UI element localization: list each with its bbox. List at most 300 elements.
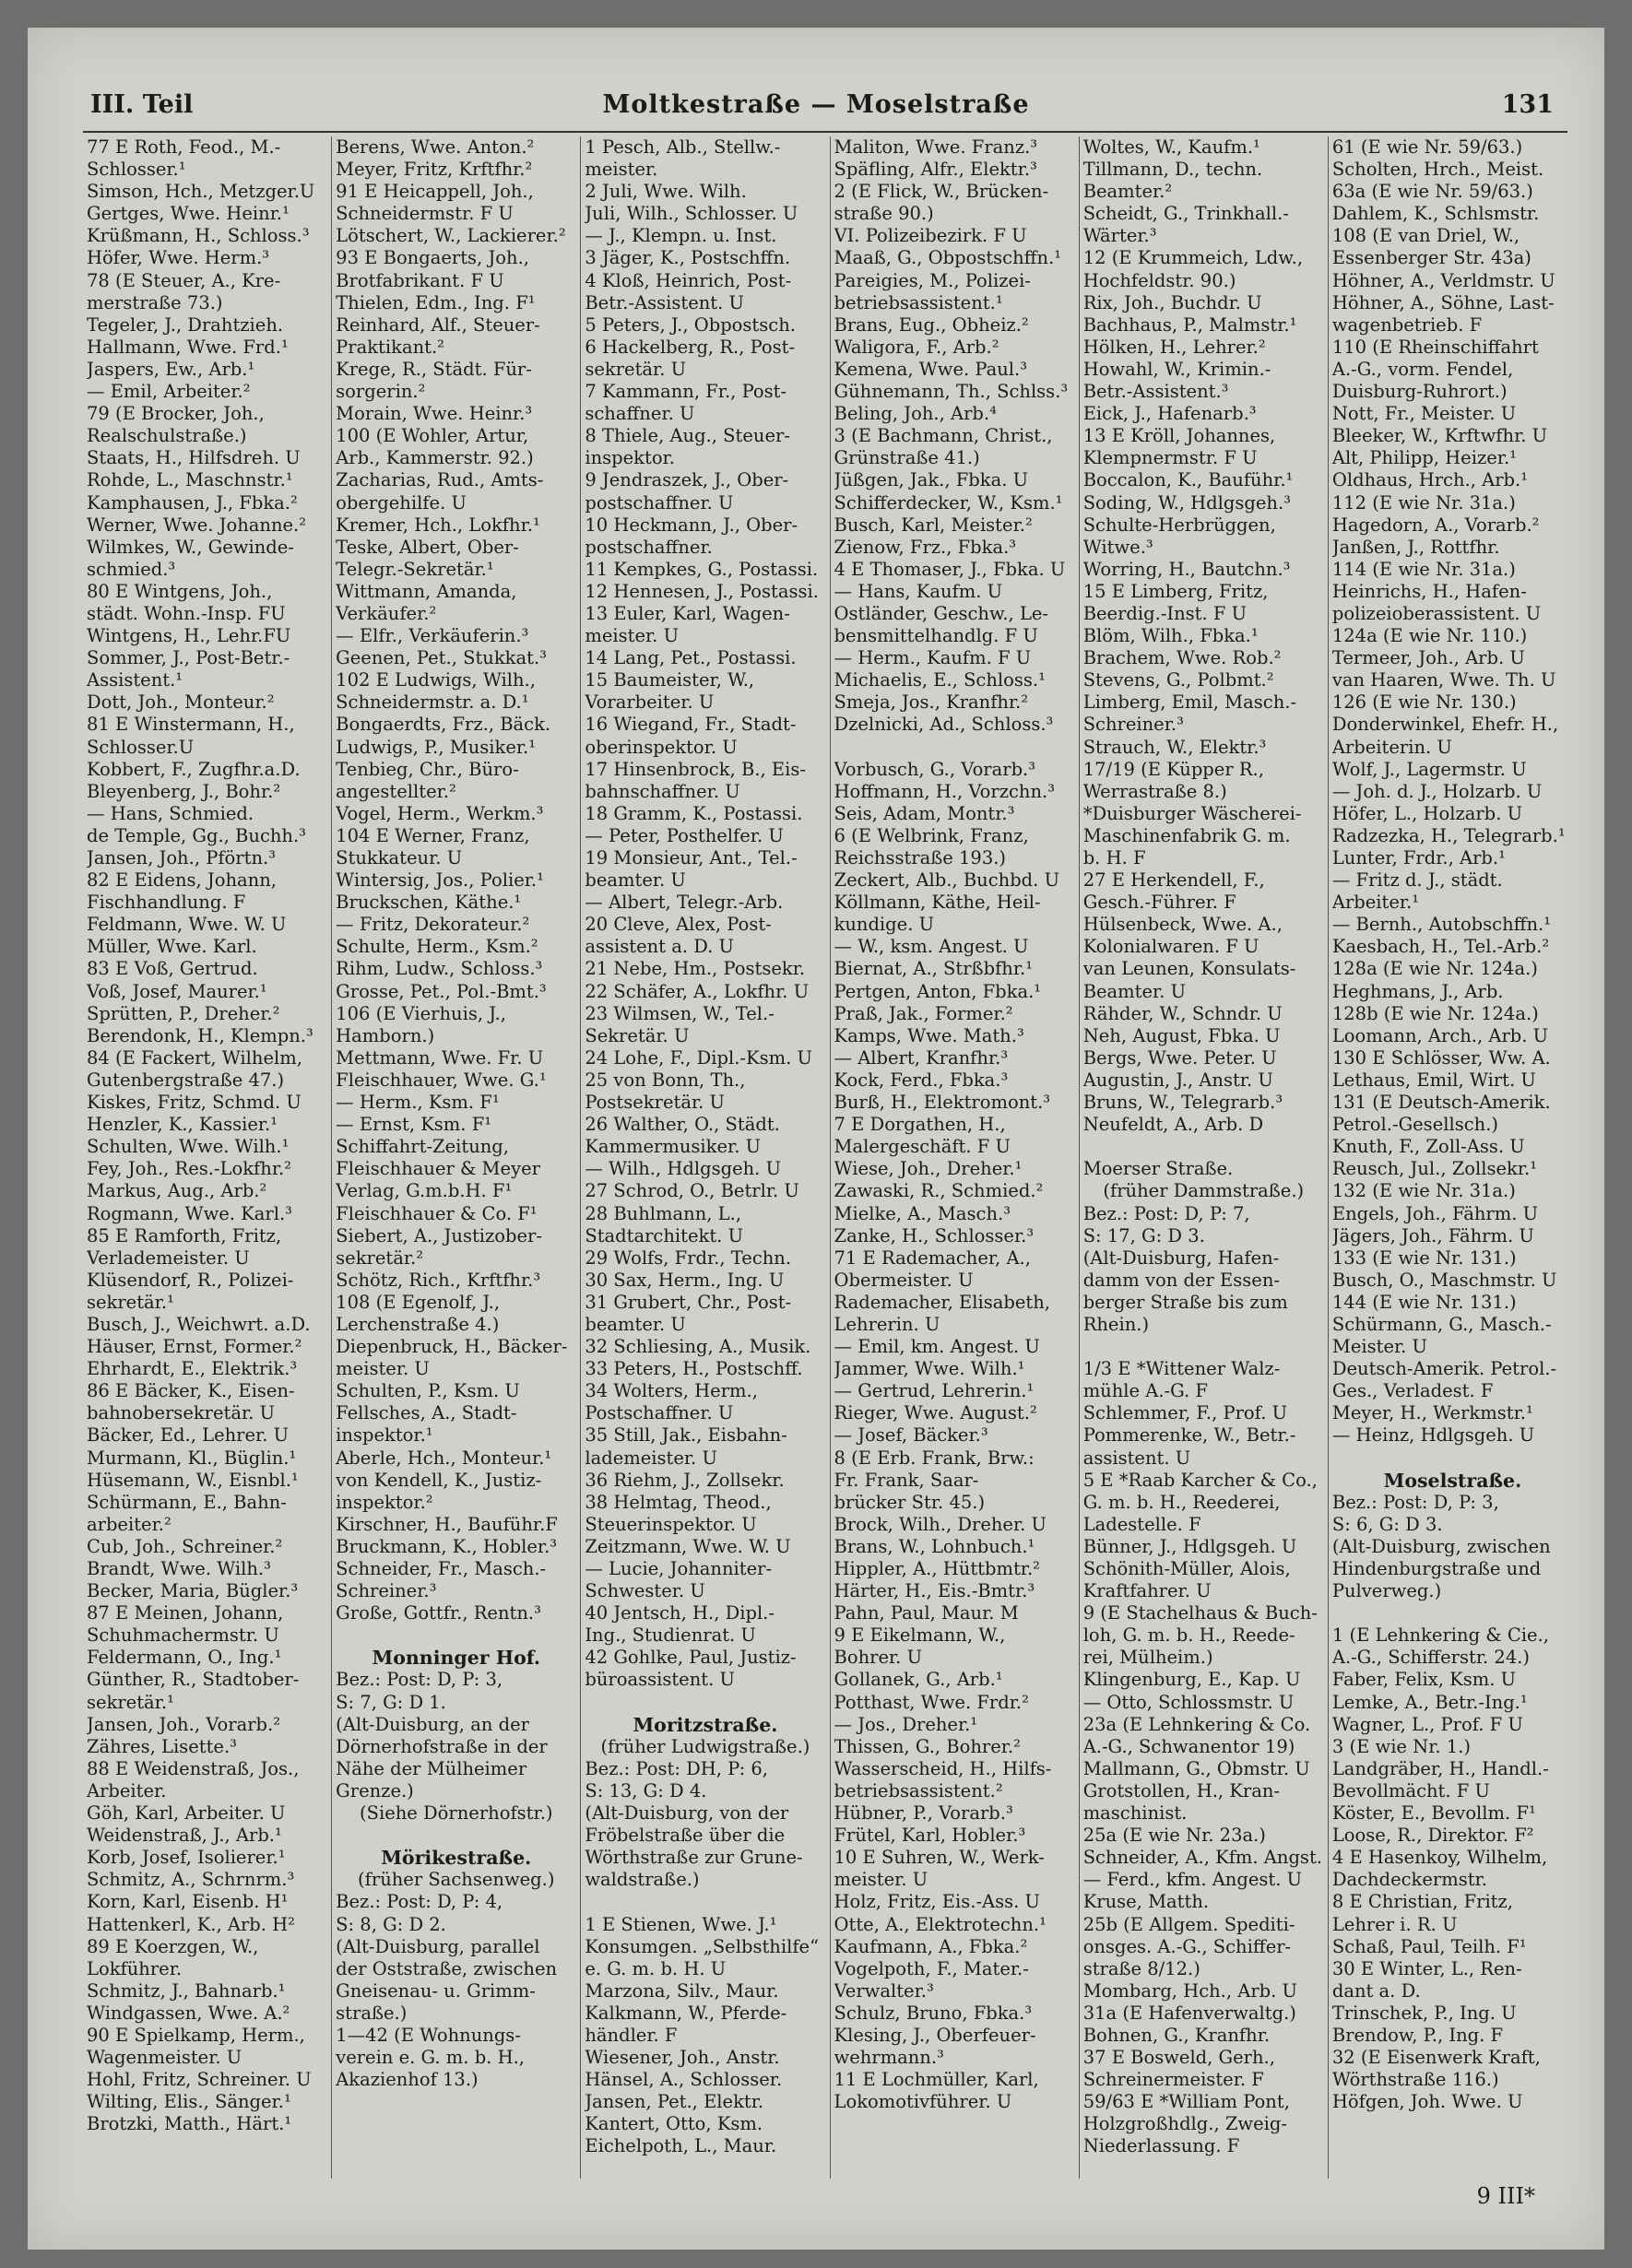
entry-line: Dachdeckermstr.	[1331, 1869, 1487, 1891]
entry-line: A.-G., Schwanentor 19)	[1082, 1735, 1295, 1757]
entry-line: Schulte, Herm., Ksm.²	[336, 936, 538, 958]
entry-line: damm von der Essen-	[1082, 1269, 1280, 1291]
entry-line: Schuhmachermstr. U	[87, 1624, 279, 1647]
entry-line: sekretär.¹	[87, 1291, 174, 1313]
entry-line: Bez.: Post: D, P: 3,	[336, 1669, 503, 1691]
entry-line: Loomann, Arch., Arb. U	[1331, 1024, 1549, 1046]
entry-line: Augustin, J., Anstr. U	[1082, 1069, 1273, 1091]
entry-line: Maaß, G., Obpostschffn.¹	[834, 247, 1062, 269]
entry-line: A.-G., vorm. Fendel,	[1331, 358, 1514, 380]
entry-line: (früher Ludwigstraße.)	[600, 1735, 810, 1757]
entry-line: Lunter, Frdr., Arb.¹	[1331, 847, 1506, 868]
entry-line: 10 E Suhren, W., Werk-	[834, 1847, 1045, 1869]
entry-line: Pommerenke, W., Betr.-	[1082, 1424, 1296, 1447]
entry-line: Boccalon, K., Bauführ.¹	[1082, 469, 1294, 491]
entry-line: 63a (E wie Nr. 59/63.)	[1331, 181, 1533, 203]
entry-line: 35 Still, Jak., Eisbahn-	[585, 1424, 787, 1447]
entry-line: Holz, Fritz, Eis.-Ass. U	[834, 1891, 1040, 1913]
entry-line: sekretär.²	[336, 1246, 424, 1269]
street-range-title: Moltkestraße — Moselstraße	[602, 90, 1030, 119]
entry-line: Wagenmeister. U	[87, 2047, 242, 2069]
entry-line: Klingenburg, E., Kap. U	[1082, 1669, 1301, 1691]
entry-line: Schiffahrt-Zeitung,	[336, 1136, 509, 1158]
entry-line: Schreiner.³	[336, 1580, 437, 1602]
entry-line: Eick, J., Hafenarb.³	[1082, 403, 1257, 425]
entry-line: (Alt-Duisburg, an der	[336, 1713, 529, 1735]
entry-line: rei, Mülheim.)	[1082, 1647, 1213, 1669]
entry-line: Beling, Joh., Arb.⁴	[834, 403, 997, 425]
entry-line: Bez.: Post: D, P: 7,	[1082, 1202, 1250, 1224]
entry-line: 17 Hinsenbrock, B., Eis-	[585, 758, 806, 780]
entry-line: 1 E Stienen, Wwe. J.¹	[585, 1913, 777, 1935]
entry-line: Verkäufer.²	[336, 602, 437, 624]
entry-line: Mielke, A., Masch.³	[834, 1202, 1011, 1224]
entry-line: Lemke, A., Betr.-Ing.¹	[1331, 1691, 1528, 1713]
entry-line: Kamphausen, J., Fbka.²	[87, 491, 298, 514]
entry-line: — Hans, Schmied.	[87, 802, 254, 824]
entry-line: Praß, Jak., Former.²	[834, 1002, 1013, 1024]
entry-line: schmied.³	[87, 558, 176, 580]
entry-line: Faber, Felix, Ksm. U	[1331, 1669, 1517, 1691]
entry-line: Kalkmann, W., Pferde-	[585, 2002, 787, 2024]
entry-line: Zawaski, R., Schmied.²	[834, 1180, 1044, 1202]
entry-line: Brachem, Wwe. Rob.²	[1082, 647, 1282, 669]
entry-line: Brandt, Wwe. Wilh.³	[87, 1558, 271, 1579]
entry-line: Werner, Wwe. Johanne.²	[87, 514, 307, 536]
entry-line: obergehilfe. U	[336, 491, 467, 514]
entry-line: 26 Walther, O., Städt.	[585, 1114, 780, 1136]
entry-line: Wörthstraße 116.)	[1331, 2069, 1499, 2091]
entry-line: Dahlem, K., Schlsmstr.	[1331, 203, 1540, 225]
entry-line: 23a (E Lehnkering & Co.	[1082, 1713, 1311, 1735]
entry-line: Meyer, H., Werkmstr.¹	[1331, 1402, 1533, 1424]
entry-line: Rix, Joh., Buchdr. U	[1082, 291, 1262, 313]
entry-line: Reusch, Jul., Zollsekr.¹	[1331, 1158, 1538, 1180]
entry-line: Steuerinspektor. U	[585, 1513, 757, 1535]
entry-line: Simson, Hch., Metzger.U	[87, 181, 315, 203]
entry-line: — W., ksm. Angest. U	[834, 936, 1029, 958]
entry-line: Stevens, G., Polbmt.²	[1082, 669, 1274, 691]
entry-line: Ladestelle. F	[1082, 1513, 1201, 1535]
entry-line: Gollanek, G., Arb.¹	[834, 1669, 1003, 1691]
entry-line: 14 Lang, Pet., Postassi.	[585, 647, 797, 669]
entry-line: 144 (E wie Nr. 131.)	[1331, 1291, 1517, 1313]
entry-line	[336, 1825, 576, 1847]
entry-line: — Hans, Kaufm. U	[834, 580, 1003, 602]
entry-line: Arb., Kammerstr. 92.)	[336, 447, 534, 469]
street-heading: Moritzstraße.	[633, 1713, 778, 1736]
entry-line: Schürmann, G., Masch.-	[1331, 1313, 1552, 1335]
entry-line: — Herm., Ksm. F¹	[336, 1092, 500, 1114]
entry-line: 124a (E wie Nr. 110.)	[1331, 625, 1528, 647]
entry-line: Hüsemann, W., Eisnbl.¹	[87, 1469, 299, 1491]
entry-line: 12 (E Krummeich, Ldw.,	[1082, 247, 1304, 269]
entry-line: Wilmkes, W., Gewinde-	[87, 536, 294, 558]
entry-line: 83 E Voß, Gertrud.	[87, 958, 258, 980]
entry-line: Verwalter.³	[834, 1979, 934, 2002]
entry-line: Schulz, Bruno, Fbka.³	[834, 2002, 1033, 2024]
section-label: III. Teil	[90, 90, 194, 119]
entry-line: 59/63 E *William Pont,	[1082, 2091, 1290, 2113]
entry-line: Fleischhauer & Meyer	[336, 1158, 540, 1180]
entry-line: 25a (E wie Nr. 23a.)	[1082, 1825, 1266, 1847]
entry-line: 19 Monsieur, Ant., Tel.-	[585, 847, 798, 868]
entry-line: 79 (E Brocker, Joh.,	[87, 403, 265, 425]
entry-line: Bevollmächt. F U	[1331, 1779, 1490, 1801]
entry-line: Stadtarchitekt. U	[585, 1224, 744, 1246]
entry-line: 33 Peters, H., Postschff.	[585, 1358, 803, 1380]
entry-line: Fellsches, A., Stadt-	[336, 1402, 517, 1424]
entry-line: Köllmann, Käthe, Heil-	[834, 892, 1041, 914]
entry-line: Lötschert, W., Lackierer.²	[336, 225, 566, 247]
entry-line: inspektor.	[585, 447, 675, 469]
entry-line: Neh, August, Fbka. U	[1082, 1024, 1281, 1046]
entry-line: Häuser, Ernst, Former.²	[87, 1336, 302, 1358]
entry-line: 90 E Spielkamp, Herm.,	[87, 2024, 305, 2046]
entry-line: Busch, Karl, Meister.²	[834, 514, 1033, 536]
entry-line: 6 Hackelberg, R., Post-	[585, 336, 796, 358]
entry-line: Rähder, W., Schndr. U	[1082, 1002, 1283, 1024]
entry-line: Nott, Fr., Meister. U	[1331, 403, 1517, 425]
entry-line: Burß, H., Elektromont.³	[834, 1092, 1051, 1114]
entry-line: (Alt-Duisburg, von der	[585, 1802, 789, 1825]
entry-line: 25 von Bonn, Th.,	[585, 1069, 746, 1091]
entry-line: Zeitzmann, Wwe. W. U	[585, 1535, 791, 1557]
entry-line: Jansen, Pet., Elektr.	[585, 2091, 764, 2113]
entry-line: — Joh. d. J., Holzarb. U	[1331, 780, 1543, 802]
entry-line: — Albert, Telegr.-Arb.	[585, 892, 784, 914]
entry-line: 2 Juli, Wwe. Wilh.	[585, 181, 747, 203]
entry-line: Lehrerin. U	[834, 1313, 940, 1335]
entry-line: — Gertrud, Lehrerin.¹	[834, 1380, 1035, 1402]
entry-line: Gutenbergstraße 47.)	[87, 1069, 285, 1091]
entry-line: Brendow, P., Ing. F	[1331, 2024, 1504, 2046]
entry-line: Bergs, Wwe. Peter. U	[1082, 1046, 1277, 1069]
entry-line: Hochfeldstr. 90.)	[1082, 269, 1236, 291]
entry-line: 77 E Roth, Feod., M.-	[87, 136, 281, 158]
entry-line: 16 Wiegand, Fr., Stadt-	[585, 714, 797, 736]
entry-line: Schulte-Herbrüggen,	[1082, 514, 1276, 536]
entry-line: Bleeker, W., Krftwfhr. U	[1331, 425, 1548, 447]
entry-line: (Alt-Duisburg, zwischen	[1331, 1535, 1551, 1557]
entry-line: 18 Gramm, K., Postassi.	[585, 802, 803, 824]
entry-line: Köster, E., Bevollm. F¹	[1331, 1802, 1536, 1825]
entry-line: Thissen, G., Bohrer.²	[834, 1735, 1021, 1757]
entry-line: 12 Hennesen, J., Postassi.	[585, 580, 819, 602]
entry-line: Sprütten, P., Dreher.²	[87, 1002, 280, 1024]
entry-line	[1083, 1336, 1324, 1358]
entry-line: Duisburg-Ruhrort.)	[1331, 381, 1508, 403]
entry-line: Werrastraße 8.)	[1082, 780, 1227, 802]
entry-line: Howahl, W., Krimin.-	[1082, 358, 1271, 380]
entry-line: Rhein.)	[1082, 1313, 1150, 1335]
entry-line: 133 (E wie Nr. 131.)	[1331, 1246, 1517, 1269]
entry-line: Weidenstraß, J., Arb.¹	[87, 1825, 282, 1847]
entry-line: Kiskes, Fritz, Schmd. U	[87, 1092, 302, 1114]
street-heading: Monninger Hof.	[372, 1647, 540, 1670]
entry-line: Petrol.-Gesellsch.)	[1331, 1114, 1498, 1136]
entry-line: 13 E Kröll, Johannes,	[1082, 425, 1276, 447]
entry-line: waldstraße.)	[585, 1869, 700, 1891]
entry-line: 27 Schrod, O., Betrlr. U	[585, 1180, 799, 1202]
entry-line: Potthast, Wwe. Frdr.²	[834, 1691, 1029, 1713]
entry-line: 3 (E wie Nr. 1.)	[1331, 1735, 1472, 1757]
entry-line: Kaufmann, A., Fbka.²	[834, 1935, 1028, 1957]
entry-line: 89 E Koerzgen, W.,	[87, 1935, 259, 1957]
entry-line: Ges., Verladest. F	[1331, 1380, 1494, 1402]
entry-line: 81 E Winstermann, H.,	[87, 714, 295, 736]
entry-line: Krüßmann, H., Schloss.³	[87, 225, 310, 247]
entry-line: Feldmann, Wwe. W. U	[87, 914, 287, 936]
entry-line: Tillmann, D., techn.	[1082, 159, 1263, 181]
entry-line: Praktikant.²	[336, 336, 444, 358]
entry-line: Lethaus, Emil, Wirt. U	[1331, 1069, 1536, 1091]
entry-line: Fleischhauer & Co. F¹	[336, 1202, 538, 1224]
entry-line: Zienow, Frz., Fbka.³	[834, 536, 1017, 558]
entry-line: — Ferd., kfm. Angest. U	[1082, 1869, 1303, 1891]
entry-line: Rohde, L., Maschnstr.¹	[87, 469, 293, 491]
entry-line: 3 (E Bachmann, Christ.,	[834, 425, 1053, 447]
entry-line: Schneidermstr. a. D.¹	[336, 691, 529, 714]
entry-line: Realschulstraße.)	[87, 425, 247, 447]
entry-line: Mettmann, Wwe. Fr. U	[336, 1046, 544, 1069]
entry-line: 82 E Eidens, Johann,	[87, 869, 277, 892]
entry-line: 15 E Limberg, Fritz,	[1082, 580, 1269, 602]
entry-line: Pareigies, M., Polizei-	[834, 269, 1031, 291]
entry-line: Wagner, L., Prof. F U	[1331, 1713, 1523, 1735]
entry-line: Berendonk, H., Klempn.³	[87, 1024, 313, 1046]
entry-line: angestellter.²	[336, 780, 456, 802]
entry-line: 4 E Thomaser, J., Fbka. U	[834, 558, 1066, 580]
entry-line: Schaß, Paul, Teilh. F¹	[1331, 1935, 1527, 1957]
entry-line: Brotfabrikant. F U	[336, 269, 504, 291]
entry-line: Michaelis, E., Schloss.¹	[834, 669, 1046, 691]
entry-line: Morain, Wwe. Heinr.³	[336, 403, 533, 425]
entry-line: merstraße 73.)	[87, 291, 223, 313]
entry-line: kundige. U	[834, 914, 935, 936]
entry-line: Scholten, Hrch., Meist.	[1331, 159, 1544, 181]
entry-line: der Oststraße, zwischen	[336, 1957, 558, 1979]
entry-line: 104 E Werner, Franz,	[336, 824, 530, 846]
entry-line: 23 Wilmsen, W., Tel.-	[585, 1002, 775, 1024]
entry-line: 22 Schäfer, A., Lokfhr. U	[585, 980, 810, 1002]
directory-page	[28, 28, 1604, 2250]
entry-line: Hohl, Fritz, Schreiner. U	[87, 2069, 312, 2091]
entry-line: de Temple, Gg., Buchh.³	[87, 824, 306, 846]
entry-line: Assistent.¹	[87, 669, 183, 691]
entry-line: Höfer, Wwe. Herm.³	[87, 247, 270, 269]
entry-line: Soding, W., Hdlgsgeh.³	[1082, 491, 1291, 514]
entry-line: Korb, Josef, Isolierer.¹	[87, 1847, 286, 1869]
entry-line	[1332, 1602, 1573, 1624]
entry-line: 85 E Ramforth, Fritz,	[87, 1224, 282, 1246]
entry-line: S: 8, G: D 2.	[336, 1913, 446, 1935]
entry-line: 38 Helmtag, Theod.,	[585, 1491, 772, 1513]
entry-line: Vorbusch, G., Vorarb.³	[834, 758, 1036, 780]
entry-line: Schulten, P., Ksm. U	[336, 1380, 520, 1402]
entry-line: Kamps, Wwe. Math.³	[834, 1024, 1024, 1046]
entry-line: Härter, H., Eis.-Bmtr.³	[834, 1580, 1035, 1602]
entry-line: 11 Kempkes, G., Postassi.	[585, 558, 819, 580]
street-heading: Mörikestraße.	[381, 1847, 532, 1870]
entry-line: Mallmann, G., Obmstr. U	[1082, 1757, 1310, 1779]
entry-line: 100 (E Wohler, Artur,	[336, 425, 529, 447]
entry-line: 131 (E Deutsch-Amerik.	[1331, 1092, 1551, 1114]
entry-line: Betr.-Assistent. U	[585, 291, 744, 313]
entry-line: Göh, Karl, Arbeiter. U	[87, 1802, 286, 1825]
entry-line: Korn, Karl, Eisenb. H¹	[87, 1891, 289, 1913]
entry-line: Ostländer, Geschw., Le-	[834, 602, 1049, 624]
entry-line: inspektor.²	[336, 1491, 433, 1513]
entry-line: Teske, Albert, Ober-	[336, 536, 519, 558]
entry-line: Fr. Frank, Saar-	[834, 1469, 979, 1491]
entry-line: e. G. m. b. H. U	[585, 1957, 727, 1979]
entry-line: — Elfr., Verkäuferin.³	[336, 625, 529, 647]
entry-line: Schötz, Rich., Krftfhr.³	[336, 1269, 541, 1291]
entry-line: van Leunen, Konsulats-	[1082, 958, 1296, 980]
entry-line: Zacharias, Rud., Amts-	[336, 469, 544, 491]
entry-line: 88 E Weidenstraß, Jos.,	[87, 1757, 300, 1779]
entry-line: Lokführer.	[87, 1957, 183, 1979]
entry-line: (früher Sachsenweg.)	[358, 1869, 555, 1891]
directory-columns	[83, 136, 1577, 2179]
entry-line: Brock, Wilh., Dreher. U	[834, 1513, 1047, 1535]
entry-line: — Josef, Bäcker.³	[834, 1424, 988, 1447]
entry-line	[834, 737, 1075, 759]
entry-line: meister. U	[834, 1869, 928, 1891]
entry-line: VI. Polizeibezirk. F U	[834, 225, 1027, 247]
entry-line: Fischhandlung. F	[87, 892, 246, 914]
entry-line: 32 Schliesing, A., Musik.	[585, 1336, 811, 1358]
entry-line: Bäcker, Ed., Lehrer. U	[87, 1424, 290, 1447]
entry-line: Lehrer i. R. U	[1331, 1913, 1458, 1935]
entry-line: brücker Str. 45.)	[834, 1491, 986, 1513]
entry-line: Thielen, Edm., Ing. F¹	[336, 291, 536, 313]
entry-line: 112 (E wie Nr. 31a.)	[1331, 491, 1516, 514]
entry-line: Siebert, A., Justizober-	[336, 1224, 542, 1246]
entry-line: Rademacher, Elisabeth,	[834, 1291, 1050, 1313]
entry-line: Hindenburgstraße und	[1331, 1558, 1542, 1579]
entry-line: sorgerin.²	[336, 381, 426, 403]
entry-line: Hamborn.)	[336, 1024, 435, 1046]
entry-line: Grünstraße 41.)	[834, 447, 980, 469]
entry-line: 31a (E Hafenverwaltg.)	[1082, 2002, 1296, 2024]
entry-line: Hattenkerl, K., Arb. H²	[87, 1913, 295, 1935]
entry-line: (früher Dammstraße.)	[1103, 1180, 1305, 1202]
entry-line: Schlosser.U	[87, 736, 195, 758]
entry-line: Otte, A., Elektrotechn.¹	[834, 1913, 1047, 1935]
entry-line: Maschinenfabrik G. m.	[1082, 824, 1291, 846]
entry-line: Radzezka, H., Telegrarb.¹	[1331, 824, 1566, 846]
entry-line: Höfer, L., Holzarb. U	[1331, 802, 1522, 824]
entry-line: Schifferdecker, W., Ksm.¹	[834, 491, 1063, 514]
entry-line: 4 E Hasenkoy, Wilhelm,	[1331, 1847, 1548, 1869]
entry-line: Kirschner, H., Bauführ.F	[336, 1513, 558, 1535]
entry-line: 87 E Meinen, Johann,	[87, 1602, 284, 1624]
entry-line: Jansen, Joh., Vorarb.²	[87, 1713, 281, 1735]
entry-line: Reinhard, Alf., Steuer-	[336, 313, 540, 336]
entry-line: Kruse, Matth.	[1082, 1891, 1210, 1913]
entry-line: Scheidt, G., Trinkhall.-	[1082, 203, 1289, 225]
entry-line: 110 (E Rheinschiffahrt	[1331, 336, 1539, 358]
entry-line: Neufeldt, A., Arb. D	[1082, 1114, 1264, 1136]
entry-line: Brans, W., Lohnbuch.¹	[834, 1535, 1035, 1557]
entry-line: schaffner. U	[585, 403, 695, 425]
entry-line: 86 E Bäcker, K., Eisen-	[87, 1380, 295, 1402]
entry-line: Gertges, Wwe. Heinr.¹	[87, 203, 290, 225]
entry-line: 28 Buhlmann, L.,	[585, 1202, 742, 1224]
entry-line: 7 Kammann, Fr., Post-	[585, 381, 787, 403]
entry-line: Betr.-Assistent.³	[1082, 381, 1229, 403]
entry-line: Diepenbruck, H., Bäcker-	[336, 1336, 568, 1358]
entry-line: 132 (E wie Nr. 31a.)	[1331, 1180, 1516, 1202]
entry-line: onsges. A.-G., Schiffer-	[1082, 1935, 1292, 1957]
entry-line: Kemena, Wwe. Paul.³	[834, 358, 1028, 380]
entry-line: Oldhaus, Hrch., Arb.¹	[1331, 469, 1529, 491]
entry-line: Rogmann, Wwe. Karl.³	[87, 1202, 292, 1224]
entry-line: berger Straße bis zum	[1082, 1291, 1288, 1313]
entry-line: Schulten, Wwe. Wilh.¹	[87, 1136, 290, 1158]
entry-line: Bohnen, G., Kranfhr.	[1082, 2024, 1271, 2046]
entry-line: Klempnermstr. F U	[1082, 447, 1258, 469]
entry-line: Günther, R., Stadtober-	[87, 1669, 300, 1691]
entry-line: 30 Sax, Herm., Ing. U	[585, 1269, 785, 1291]
entry-line: Essenberger Str. 43a)	[1331, 247, 1531, 269]
entry-line: 10 Heckmann, J., Ober-	[585, 514, 798, 536]
entry-line: 126 (E wie Nr. 130.)	[1331, 691, 1517, 714]
entry-line: Kobbert, F., Zugfhr.a.D.	[87, 758, 301, 780]
entry-line: Eichelpoth, L., Maur.	[585, 2135, 777, 2157]
entry-line: Brans, Eug., Obheiz.²	[834, 313, 1029, 336]
entry-line: Nähe der Mülheimer	[336, 1757, 527, 1779]
entry-line: Höfgen, Joh. Wwe. U	[1331, 2091, 1523, 2113]
entry-line: Hölken, H., Lehrer.²	[1082, 336, 1266, 358]
entry-line: 80 E Wintgens, Joh.,	[87, 580, 273, 602]
entry-line: Biernat, A., Strßbfhr.¹	[834, 958, 1034, 980]
entry-line: Murmann, Kl., Büglin.¹	[87, 1447, 297, 1469]
column-1	[83, 136, 331, 2179]
entry-line: Ludwigs, P., Musiker.¹	[336, 736, 537, 758]
entry-line: G. m. b. H., Reederei,	[1082, 1491, 1281, 1513]
entry-line: Fleischhauer, Wwe. G.¹	[336, 1069, 547, 1091]
entry-line: Rieger, Wwe. August.²	[834, 1402, 1037, 1424]
entry-line: Hagedorn, A., Vorarb.²	[1331, 514, 1540, 536]
entry-line	[585, 1692, 825, 1714]
entry-line: Schmitz, J., Bahnarb.¹	[87, 1979, 286, 2002]
entry-line: Bruns, W., Telegrarb.³	[1082, 1092, 1283, 1114]
entry-line: — J., Klempn. u. Inst.	[585, 225, 777, 247]
entry-line: van Haaren, Wwe. Th. U	[1331, 669, 1556, 691]
entry-line: 9 (E Stachelhaus & Buch-	[1082, 1602, 1318, 1624]
entry-line: 5 E *Raab Karcher & Co.,	[1082, 1469, 1318, 1491]
entry-line: Meyer, Fritz, Krftfhr.²	[336, 159, 533, 181]
entry-line: Henzler, K., Kassier.¹	[87, 1114, 278, 1136]
entry-line: Windgassen, Wwe. A.²	[87, 2002, 290, 2024]
entry-line: Akazienhof 13.)	[336, 2069, 479, 2091]
entry-line: Bruckmann, K., Hobler.³	[336, 1535, 558, 1557]
entry-line: Schwester. U	[585, 1580, 705, 1602]
entry-line: Janßen, J., Rottfhr.	[1331, 536, 1500, 558]
entry-line: — Herm., Kaufm. F U	[834, 647, 1032, 669]
entry-line: Postsekretär. U	[585, 1092, 725, 1114]
entry-line: wagenbetrieb. F	[1331, 313, 1483, 336]
entry-line: Schlosser.¹	[87, 159, 186, 181]
entry-line: Sekretär. U	[585, 1024, 690, 1046]
column-2	[331, 136, 580, 2179]
entry-line: händler. F	[585, 2024, 678, 2046]
entry-line: Lerchenstraße 4.)	[336, 1313, 500, 1335]
entry-line: Pahn, Paul, Maur. M	[834, 1602, 1019, 1624]
